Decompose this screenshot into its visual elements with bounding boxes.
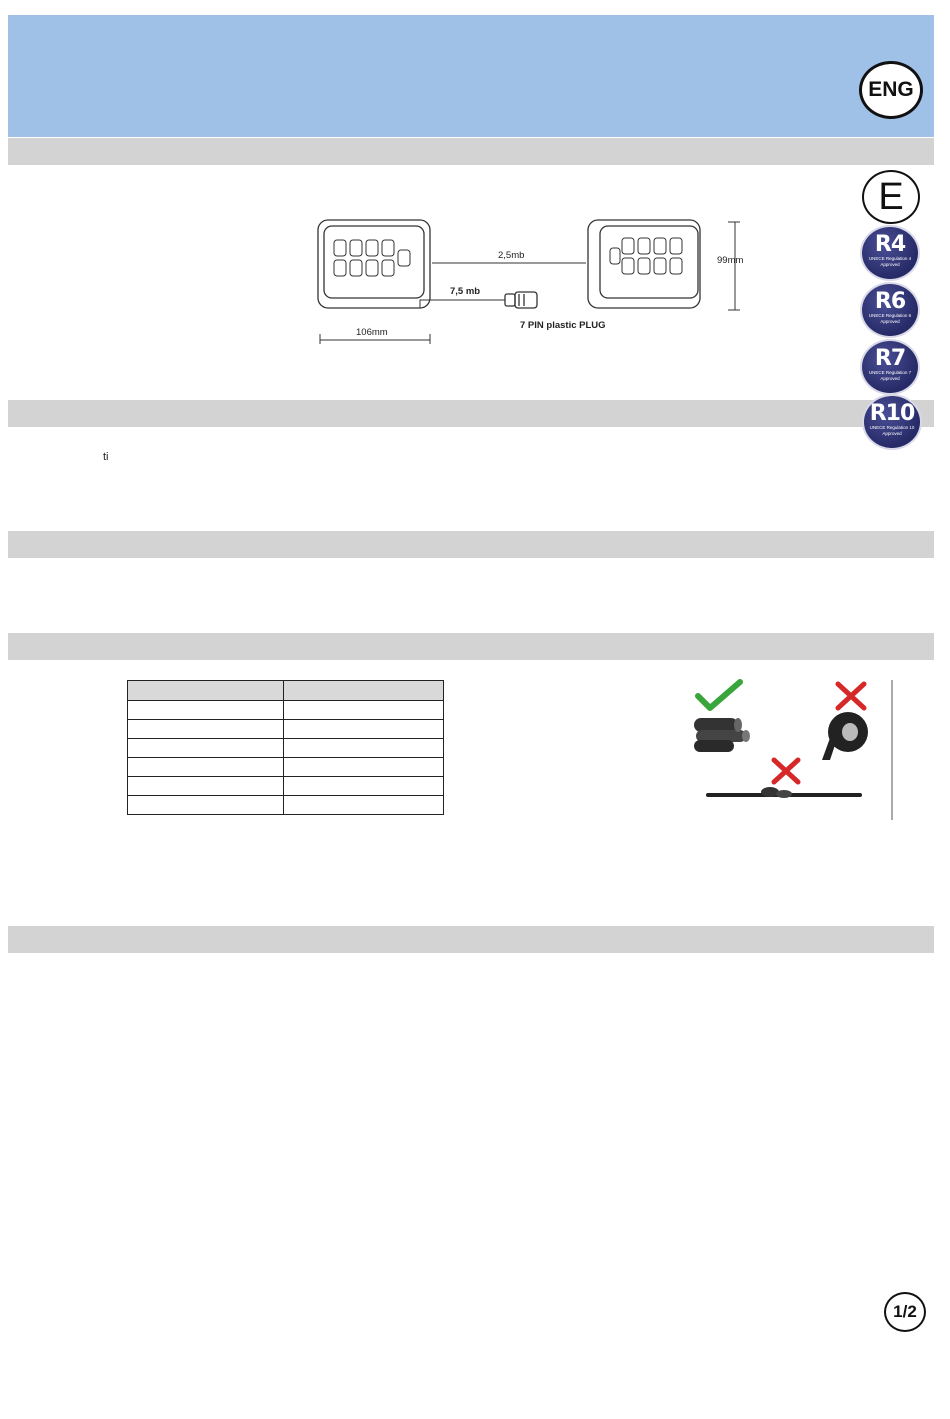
- wiring-cell: [128, 701, 284, 720]
- insulating-tape-icon: [822, 712, 868, 760]
- cable-to-plug-label: 7,5 mb: [450, 286, 481, 297]
- section-bar-1: [8, 138, 934, 165]
- left-lamp-lens: [324, 226, 424, 298]
- cable-to-plug: [420, 300, 505, 308]
- height-label: 99mm: [717, 255, 744, 266]
- wiring-cell: [284, 701, 444, 720]
- left-lamp-body: [318, 220, 430, 308]
- stray-text: ti: [103, 451, 109, 463]
- cable-splice-illustration: [690, 678, 895, 823]
- seven-pin-plug: [505, 292, 537, 308]
- wiring-header-cell: [284, 681, 444, 701]
- plug-label: 7 PIN plastic PLUG: [520, 320, 606, 331]
- table-row: [128, 796, 444, 815]
- wiring-cell: [284, 720, 444, 739]
- wiring-table-header: [128, 681, 444, 701]
- right-lamp-body: [588, 220, 700, 308]
- wiring-header-cell: [128, 681, 284, 701]
- width-label: 106mm: [356, 327, 388, 338]
- table-row: [128, 777, 444, 796]
- section-bar-4: [8, 633, 934, 660]
- right-lamp-lens: [600, 226, 698, 298]
- section-bar-3: [8, 531, 934, 558]
- wiring-cell: [128, 777, 284, 796]
- header-band: [8, 15, 934, 137]
- wiring-cell: [284, 777, 444, 796]
- table-row: [128, 739, 444, 758]
- wiring-cell: [284, 796, 444, 815]
- wiring-table: [127, 680, 444, 815]
- table-row: [128, 701, 444, 720]
- r10-approval-icon: R10 UNECE Regulation 10 Approved: [864, 396, 920, 448]
- table-row: [128, 758, 444, 777]
- e-mark-icon: E: [862, 170, 920, 224]
- r7-approval-icon: R7 UNECE Regulation 7 Approved: [862, 341, 918, 393]
- table-row: [128, 720, 444, 739]
- r4-approval-icon: R4 UNECE Regulation 4 Approved: [862, 227, 918, 279]
- cable-between-lamps-label: 2,5mb: [498, 250, 525, 261]
- wiring-cell: [128, 758, 284, 777]
- left-lamp-leds: [334, 240, 410, 276]
- right-lamp-leds: [610, 238, 682, 274]
- cable-splice-svg: [690, 678, 895, 823]
- r6-approval-icon: R6 UNECE Regulation 6 Approved: [862, 284, 918, 336]
- page-number-badge: 1/2: [884, 1292, 926, 1332]
- section-bar-2: [8, 400, 934, 427]
- cross-icon: [774, 760, 798, 782]
- check-icon: [698, 682, 740, 708]
- section-bar-5: [8, 926, 934, 953]
- wiring-cell: [128, 739, 284, 758]
- wiring-cell: [284, 739, 444, 758]
- wiring-cell: [128, 720, 284, 739]
- lamp-dimension-drawing: [310, 210, 760, 350]
- wiring-cell: [284, 758, 444, 777]
- heat-shrink-tube-icon: [694, 718, 750, 752]
- language-badge: ENG: [859, 61, 923, 119]
- cross-icon: [838, 684, 864, 708]
- twisted-joint-icon: [708, 787, 860, 798]
- wiring-cell: [128, 796, 284, 815]
